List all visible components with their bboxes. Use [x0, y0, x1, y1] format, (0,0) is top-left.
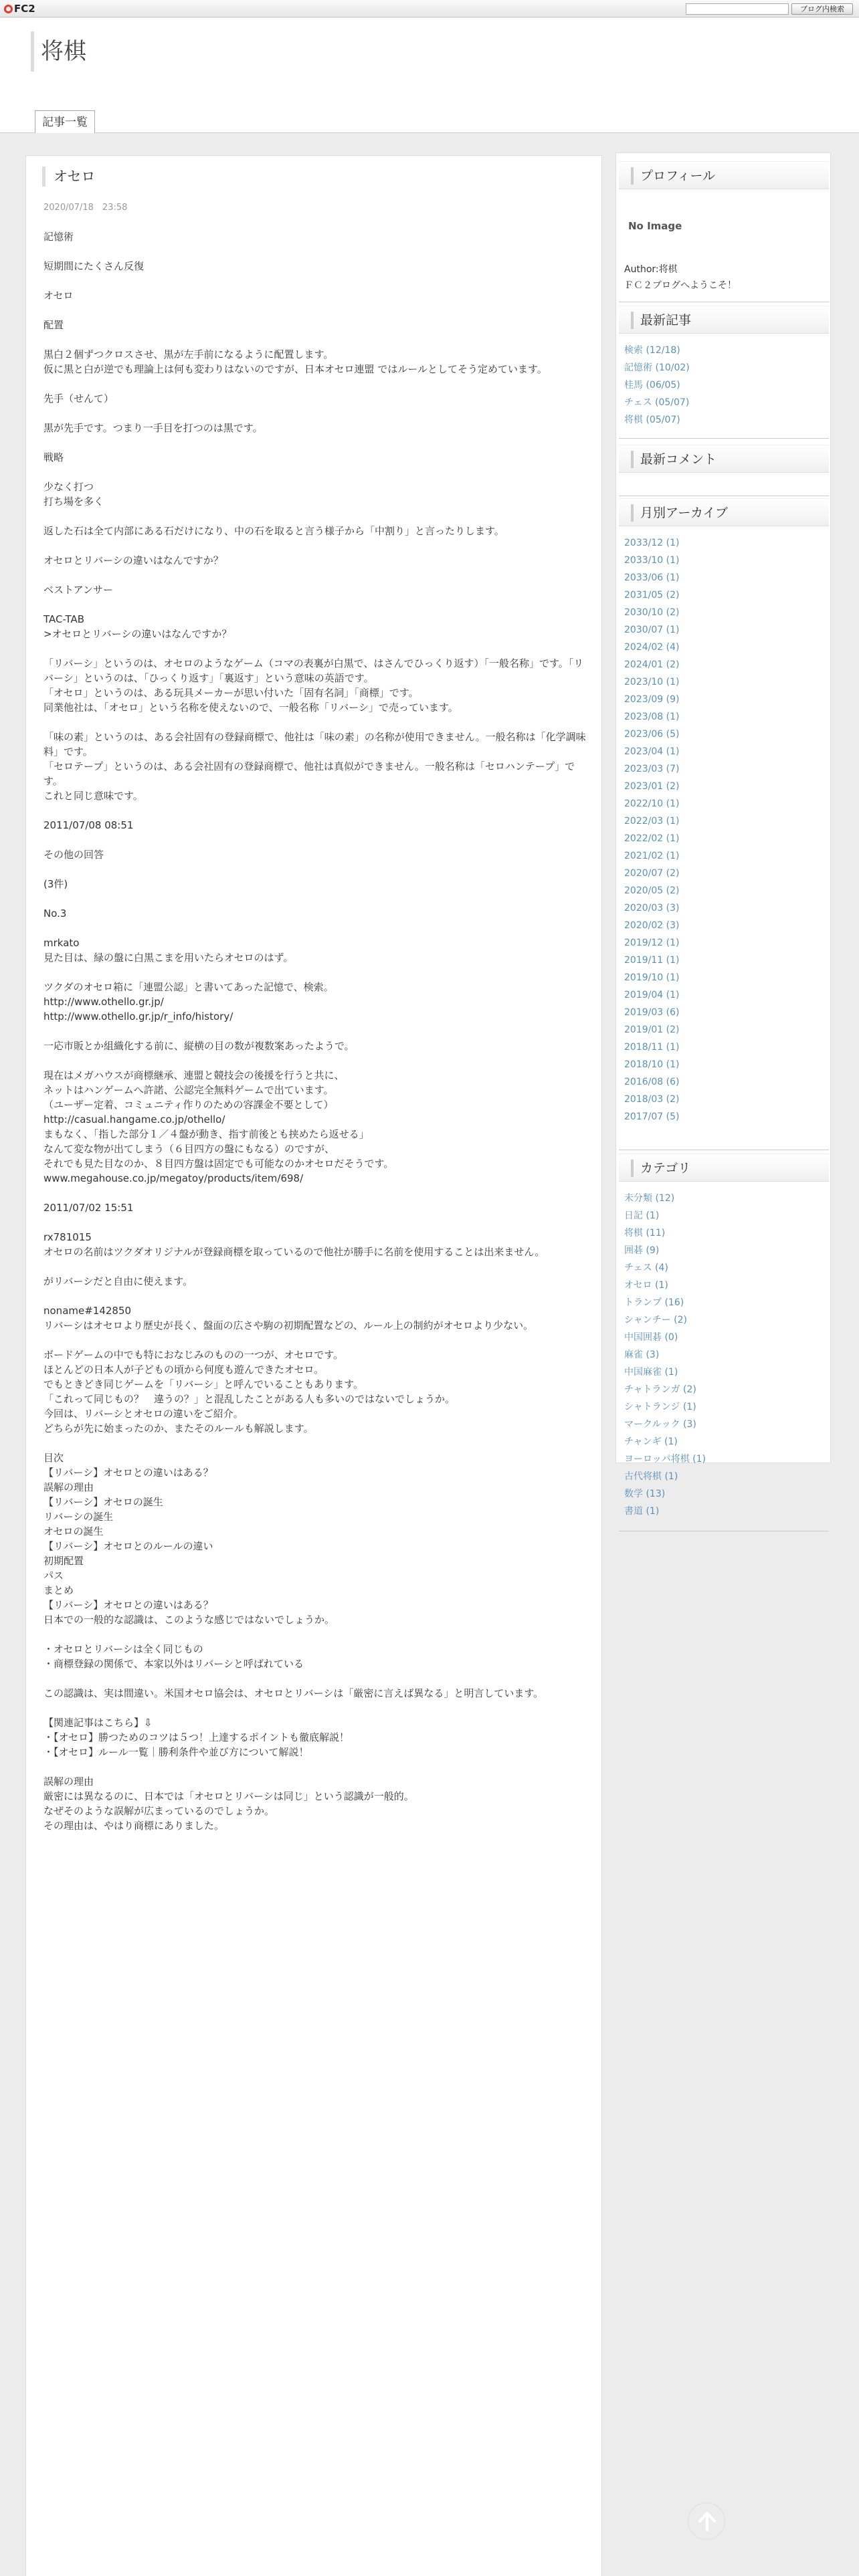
entry-paragraph: 戦略: [43, 451, 64, 463]
archive-month-link[interactable]: 2018/03 (2): [624, 1094, 680, 1105]
archive-month-link[interactable]: 2023/08 (1): [624, 712, 680, 722]
category-list: [624, 1190, 825, 1520]
archive-month-link[interactable]: 2020/07 (2): [624, 868, 680, 879]
archive-month-link[interactable]: 2023/06 (5): [624, 729, 680, 740]
category-link[interactable]: 囲碁 (9): [624, 1245, 660, 1256]
blog-header: [0, 18, 859, 133]
entry-paragraph: 「味の素」というのは、ある会社固有の登録商標で、他社は「味の素」の名称が使用できません。一般名称は「化学調味料」です。 「セロテープ」というのは、ある会社固有の登録商標で、他社は真似ができません。一般名称は「セロハンテープ」です。 これと同じ意味です。: [43, 731, 586, 802]
archive-month-link[interactable]: 2020/05 (2): [624, 885, 680, 896]
archive-month-link[interactable]: 2019/03 (6): [624, 1007, 680, 1018]
recent-entry-link[interactable]: 将棋 (05/07): [624, 415, 680, 425]
scroll-to-top-button[interactable]: [688, 2502, 725, 2540]
category-link[interactable]: チャトランガ (2): [624, 1384, 696, 1395]
category-link[interactable]: オセロ (1): [624, 1280, 668, 1291]
archive-month-link[interactable]: 2030/07 (1): [624, 625, 680, 635]
category-link[interactable]: 麻雀 (3): [624, 1350, 660, 1360]
entry-paragraph: TAC-TAB >オセロとリバーシの違いはなんですか？: [43, 613, 232, 640]
entry-paragraph: 黒が先手です。つまり一手目を打つのは黒です。: [43, 422, 263, 434]
blog-search-button[interactable]: ブログ内検索: [791, 3, 853, 15]
fc2-logo[interactable]: FC2: [4, 3, 35, 15]
category-link[interactable]: 古代将棋 (1): [624, 1471, 678, 1482]
archive-month-link[interactable]: 2023/10 (1): [624, 677, 680, 687]
entry-paragraph: No.3: [43, 907, 67, 920]
category-link[interactable]: トランプ (16): [624, 1297, 684, 1308]
archive-month-link[interactable]: 2033/06 (1): [624, 572, 680, 583]
archive-month-link[interactable]: 2022/03 (1): [624, 816, 680, 827]
entry-date: 2020/07/18 23:58: [43, 203, 128, 213]
category-link[interactable]: シャンチー (2): [624, 1315, 688, 1325]
category-link[interactable]: 書道 (1): [624, 1506, 660, 1517]
category-link[interactable]: チェス (4): [624, 1263, 668, 1273]
archive-month-link[interactable]: 2023/03 (7): [624, 764, 680, 774]
entry-paragraph: 先手（せんて）: [43, 393, 114, 405]
archive-month-link[interactable]: 2018/10 (1): [624, 1059, 680, 1070]
archive-month-link[interactable]: 2023/01 (2): [624, 781, 680, 792]
archive-month-link[interactable]: 2020/02 (3): [624, 920, 680, 931]
archive-month-link[interactable]: 2022/02 (1): [624, 833, 680, 844]
archive-month-link[interactable]: 2019/04 (1): [624, 990, 680, 1000]
profile-noimage: No Image: [628, 220, 682, 232]
recent-entry-link[interactable]: 検索 (12/18): [624, 345, 680, 356]
entry-paragraph: noname#142850 リバーシはオセロより歴史が長く、盤面の広さや駒の初期配置などの、ルール上の制約がオセロより少ない。: [43, 1305, 534, 1331]
arrow-up-icon: [698, 2511, 717, 2531]
archive-month-link[interactable]: 2019/10 (1): [624, 972, 680, 983]
recent-entry-link[interactable]: チェス (05/07): [624, 397, 690, 408]
blog-search-input[interactable]: [686, 3, 789, 15]
category-link[interactable]: 中国囲碁 (0): [624, 1332, 678, 1343]
category-link[interactable]: 数学 (13): [624, 1489, 666, 1499]
entry-paragraph: 「リバーシ」というのは、オセロのようなゲーム（コマの表裏が白黒で、はさんでひっくり返す）「一般名称」です。「リバーシ」というのは、「ひっくり返す」「裏返す」という意味の英語です。 「オセロ」というのは、ある玩具メーカーが思い付いた「固有名詞」「商標」です。 同業他社は、「オセロ」という名称を使えないので、一般名称「リバーシ」で売っています。: [43, 657, 584, 714]
archive-month-link[interactable]: 2024/01 (2): [624, 659, 680, 670]
entry-paragraph: rx781015 オセロの名前はツクダオリジナルが登録商標を取っているので他社が勝手に名前を使用することは出来ません。: [43, 1231, 545, 1258]
entry-paragraph: 記憶術: [43, 231, 74, 243]
entry-paragraph: ボードゲームの中でも特におなじみのものの一つが、オセロです。 ほとんどの日本人が子どもの頃から何度も遊んできたオセロ。 でもときどき同じゲームを「リバーシ」と呼んでいることもあります。 「これって同じもの？ 違うの？」と混乱したことがある人も多いのではないでしょうか。 今回は、リバーシとオセロの違いをご紹介。 どちらが先に始まったのか、またそのルールも解説します。: [43, 1349, 456, 1434]
entry-title[interactable]: オセロ: [42, 167, 95, 187]
category-link[interactable]: ヨーロッパ将棋 (1): [624, 1454, 706, 1465]
archive-month-link[interactable]: 2024/02 (4): [624, 642, 680, 653]
archive-month-link[interactable]: 2018/11 (1): [624, 1042, 680, 1053]
category-link[interactable]: 未分類 (12): [624, 1193, 675, 1204]
archive-month-link[interactable]: 2033/12 (1): [624, 538, 680, 548]
sidebar: [615, 152, 831, 1517]
entry-paragraph: ベストアンサー: [43, 584, 113, 596]
entry-paragraph: 黒白２個ずつクロスさせ、黒が左手前になるように配置します。 仮に黒と白が逆でも理論上は何も変わりはないのですが、日本オセロ連盟 ではルールとしてそう定めています。: [43, 348, 547, 375]
archive-month-link[interactable]: 2030/10 (2): [624, 607, 680, 618]
divider: [619, 438, 829, 439]
entry-paragraph: 一応市販とか組織化する前に、縦横の目の数が複数案あったようで。: [43, 1040, 355, 1052]
comments-heading: 最新コメント: [619, 445, 829, 473]
entry-body: [43, 229, 592, 1848]
archive-month-link[interactable]: 2023/04 (1): [624, 746, 680, 757]
archive-month-link[interactable]: 2020/03 (3): [624, 903, 680, 914]
entry-paragraph: 返した石は全て内部にある石だけになり、中の石を取ると言う様子から「中割り」と言ったりします。: [43, 525, 504, 537]
entry-paragraph: 2011/07/02 15:51: [43, 1202, 134, 1214]
fc2-toolbar: [0, 0, 859, 17]
entry-paragraph: 現在はメガハウスが商標継承、連盟と競技会の後援を行うと共に、 ネットはハンゲームへ許諾、公認完全無料ゲームで出ています。 （ユーザー定着、コミュニティ作りのための容課金不要として） http://casual.hangame.co.jp/othello/ まもなく、「指した部分１／４盤が動き、指す前後とも挟めたら返せる」 なんて変な物が出てしまう（６目四方の盤にもなる）のですが、 それでも見た目なのか、８目四方盤は固定でも可能なのかオセロだそうです。 www.megahouse.co.jp/megatoy/products/item/698/: [43, 1069, 394, 1184]
archive-month-link[interactable]: 2033/10 (1): [624, 555, 680, 566]
entry-paragraph: 配置: [43, 319, 64, 331]
entry-paragraph: 【関連記事はこちら】⇩ ・【オセロ】勝つためのコツは５つ！上達するポイントも徹底解説！ ・【オセロ】ルール一覧｜勝利条件や並び方について解説！: [43, 1717, 350, 1758]
recent-entry-link[interactable]: 桂馬 (06/05): [624, 380, 680, 391]
archive-heading: 月別アーカイブ: [619, 498, 829, 526]
entry-paragraph: がリバーシだと自由に使えます。: [43, 1275, 193, 1287]
archive-month-link[interactable]: 2023/09 (9): [624, 694, 680, 705]
category-link[interactable]: 将棋 (11): [624, 1228, 666, 1239]
profile-author-name: Author:将棋: [624, 264, 678, 275]
entry-paragraph: 目次 【リバーシ】オセロとの違いはある？ 誤解の理由 【リバーシ】オセロの誕生 リバーシの誕生 オセロの誕生 【リバーシ】オセロとのルールの違い 初期配置 パス まとめ 【リバーシ】オセロとの違いはある？ 日本での一般的な認識は、このような感じではないでしょうか。: [43, 1452, 335, 1626]
archive-month-link[interactable]: 2017/07 (5): [624, 1111, 680, 1122]
archive-list: [624, 534, 825, 1125]
site-title[interactable]: 将棋: [31, 31, 86, 72]
category-link[interactable]: 日記 (1): [624, 1210, 660, 1221]
entry-paragraph: 誤解の理由 厳密には異なるのに、日本では「オセロとリバーシは同じ」という認識が一般的。 なぜそのような誤解が広まっているのでしょうか。 その理由は、やはり商標にありました。: [43, 1776, 414, 1832]
entry-paragraph: ツクダのオセロ箱に「連盟公認」と書いてあった記憶で、検索。 http://www.othello.gr.jp/ http://www.othello.gr.jp/r_info/history/: [43, 981, 334, 1023]
category-link[interactable]: シャトランジ (1): [624, 1402, 696, 1412]
category-link[interactable]: 中国麻雀 (1): [624, 1367, 678, 1378]
profile-author: [624, 261, 737, 294]
entry-paragraph: ・オセロとリバーシは全く同じもの ・商標登録の関係で、本家以外はリバーシと呼ばれている: [43, 1643, 304, 1670]
entry-paragraph: オセロ: [43, 290, 74, 302]
recent-list: [624, 342, 825, 429]
entry-paragraph: 短期間にたくさん反復: [43, 260, 145, 272]
recent-entry-link[interactable]: 記憶術 (10/02): [624, 362, 690, 373]
archive-month-link[interactable]: 2022/10 (1): [624, 798, 680, 809]
profile-welcome: ＦＣ２ブログへようこそ！: [624, 280, 737, 291]
entry-paragraph: オセロとリバーシの違いはなんですか？: [43, 554, 223, 566]
recent-heading: 最新記事: [619, 306, 829, 334]
archive-month-link[interactable]: 2016/08 (6): [624, 1077, 680, 1087]
archive-month-link[interactable]: 2021/02 (1): [624, 851, 680, 861]
entry-paragraph: その他の回答: [43, 849, 104, 861]
archive-month-link[interactable]: 2019/12 (1): [624, 938, 680, 948]
entry-paragraph: (3件): [43, 878, 68, 890]
archive-month-link[interactable]: 2031/05 (2): [624, 590, 680, 601]
entry-paragraph: mrkato 見た目は、緑の盤に白黒こまを用いたらオセロのはず。: [43, 937, 294, 964]
category-heading: カテゴリ: [619, 1154, 829, 1182]
nav-tab-article-list[interactable]: 記事一覧: [35, 110, 95, 133]
category-link[interactable]: チャンギ (1): [624, 1436, 678, 1447]
fc2-logo-icon: [4, 5, 13, 13]
archive-month-link[interactable]: 2019/01 (2): [624, 1025, 680, 1035]
entry-paragraph: この認識は、実は間違い。米国オセロ協会は、オセロとリバーシは「厳密に言えば異なる」と明言しています。: [43, 1687, 544, 1699]
entry-paragraph: 2011/07/08 08:51: [43, 819, 134, 831]
profile-heading: プロフィール: [619, 161, 829, 189]
category-link[interactable]: マークルック (3): [624, 1419, 696, 1430]
main-content: [25, 155, 602, 2576]
archive-month-link[interactable]: 2019/11 (1): [624, 955, 680, 966]
entry-paragraph: 少なく打つ 打ち場を多く: [43, 481, 104, 508]
